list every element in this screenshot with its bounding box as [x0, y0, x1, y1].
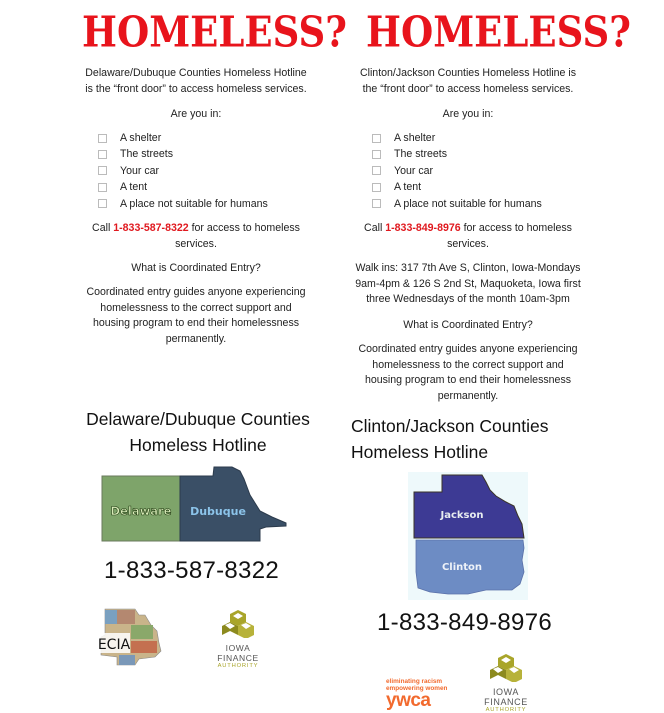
checkbox-icon[interactable]: [372, 199, 381, 208]
hotline-heading: Delaware/Dubuque Counties Homeless Hotline: [86, 409, 310, 455]
large-phone-number: 1-833-849-8976: [377, 609, 553, 636]
question-text: Are you in:: [442, 108, 494, 120]
checklist-item[interactable]: Your car: [372, 163, 542, 179]
checklist-item[interactable]: The streets: [372, 146, 542, 162]
map-label-delaware: Delaware: [110, 504, 172, 518]
checklist-item[interactable]: A place not suitable for humans: [98, 196, 268, 212]
checklist-item[interactable]: The streets: [98, 146, 268, 162]
map-label-jackson: Jackson: [440, 510, 484, 521]
checklist-item[interactable]: A place not suitable for humans: [372, 196, 542, 212]
map-label-clinton: Clinton: [441, 562, 483, 573]
ce-description: Coordinated entry guides anyone experiencing homelessness to the correct support and housing program to end their homelessness permanently.: [358, 343, 578, 402]
checklist-item[interactable]: A tent: [98, 179, 268, 195]
hotline-phone-link[interactable]: 1-833-587-8322: [113, 222, 189, 234]
ifa-cubes-icon: [472, 652, 540, 682]
checkbox-icon[interactable]: [98, 150, 107, 159]
hotline-heading: Clinton/Jackson Counties Homeless Hotline: [351, 416, 549, 462]
checkbox-icon[interactable]: [98, 183, 107, 192]
large-phone-number: 1-833-587-8322: [104, 557, 280, 584]
checkbox-icon[interactable]: [372, 183, 381, 192]
iowa-finance-authority-logo: IOWA FINANCE AUTHORITY: [472, 652, 540, 713]
checkbox-icon[interactable]: [98, 134, 107, 143]
ce-heading: What is Coordinated Entry?: [131, 262, 261, 274]
checklist-item[interactable]: Your car: [98, 163, 268, 179]
call-text: Call 1-833-849-8976 for access to homeless services.: [364, 222, 572, 250]
checkbox-icon[interactable]: [372, 134, 381, 143]
situation-checklist: [372, 130, 542, 212]
ce-heading: What is Coordinated Entry?: [403, 319, 533, 331]
map-label-dubuque: Dubuque: [190, 505, 246, 518]
call-text: Call 1-833-587-8322 for access to homeless services.: [92, 222, 300, 250]
checklist-item[interactable]: A tent: [372, 179, 542, 195]
checkbox-icon[interactable]: [98, 199, 107, 208]
flyer-title: HOMELESS?: [82, 6, 347, 57]
county-map: [100, 465, 292, 545]
ecia-logo: [95, 607, 167, 667]
county-map: [408, 472, 528, 600]
checkbox-icon[interactable]: [372, 150, 381, 159]
walk-in-info: Walk ins: 317 7th Ave S, Clinton, Iowa-Mondays 9am-4pm & 126 S 2nd St, Maquoketa, Iowa first three Wednesdays of the month 10am-3pm: [355, 262, 581, 305]
situation-checklist: [98, 130, 268, 212]
checkbox-icon[interactable]: [98, 166, 107, 175]
checkbox-icon[interactable]: [372, 166, 381, 175]
ifa-cubes-icon: [206, 608, 270, 638]
hotline-phone-link[interactable]: 1-833-849-8976: [385, 222, 461, 234]
dubuque-county-shape: [180, 467, 286, 541]
flyer-title: HOMELESS?: [366, 6, 631, 57]
question-text: Are you in:: [170, 108, 222, 120]
ywca-logo: eliminating racism empowering women ywca: [386, 678, 448, 711]
checklist-item[interactable]: A shelter: [98, 130, 268, 146]
right-flyer: [332, 0, 664, 712]
svg-text:ECIA: ECIA: [97, 637, 131, 653]
intro-text: Clinton/Jackson Counties Homeless Hotline is the “front door” to access homeless services.: [359, 67, 577, 95]
iowa-finance-authority-logo: IOWA FINANCE AUTHORITY: [206, 608, 270, 669]
intro-text: Delaware/Dubuque Counties Homeless Hotline is the “front door” to access homeless services.: [85, 67, 307, 95]
ce-description: Coordinated entry guides anyone experiencing homelessness to the correct support and housing program to end their homelessness permanently.: [86, 286, 306, 345]
checklist-item[interactable]: A shelter: [372, 130, 542, 146]
